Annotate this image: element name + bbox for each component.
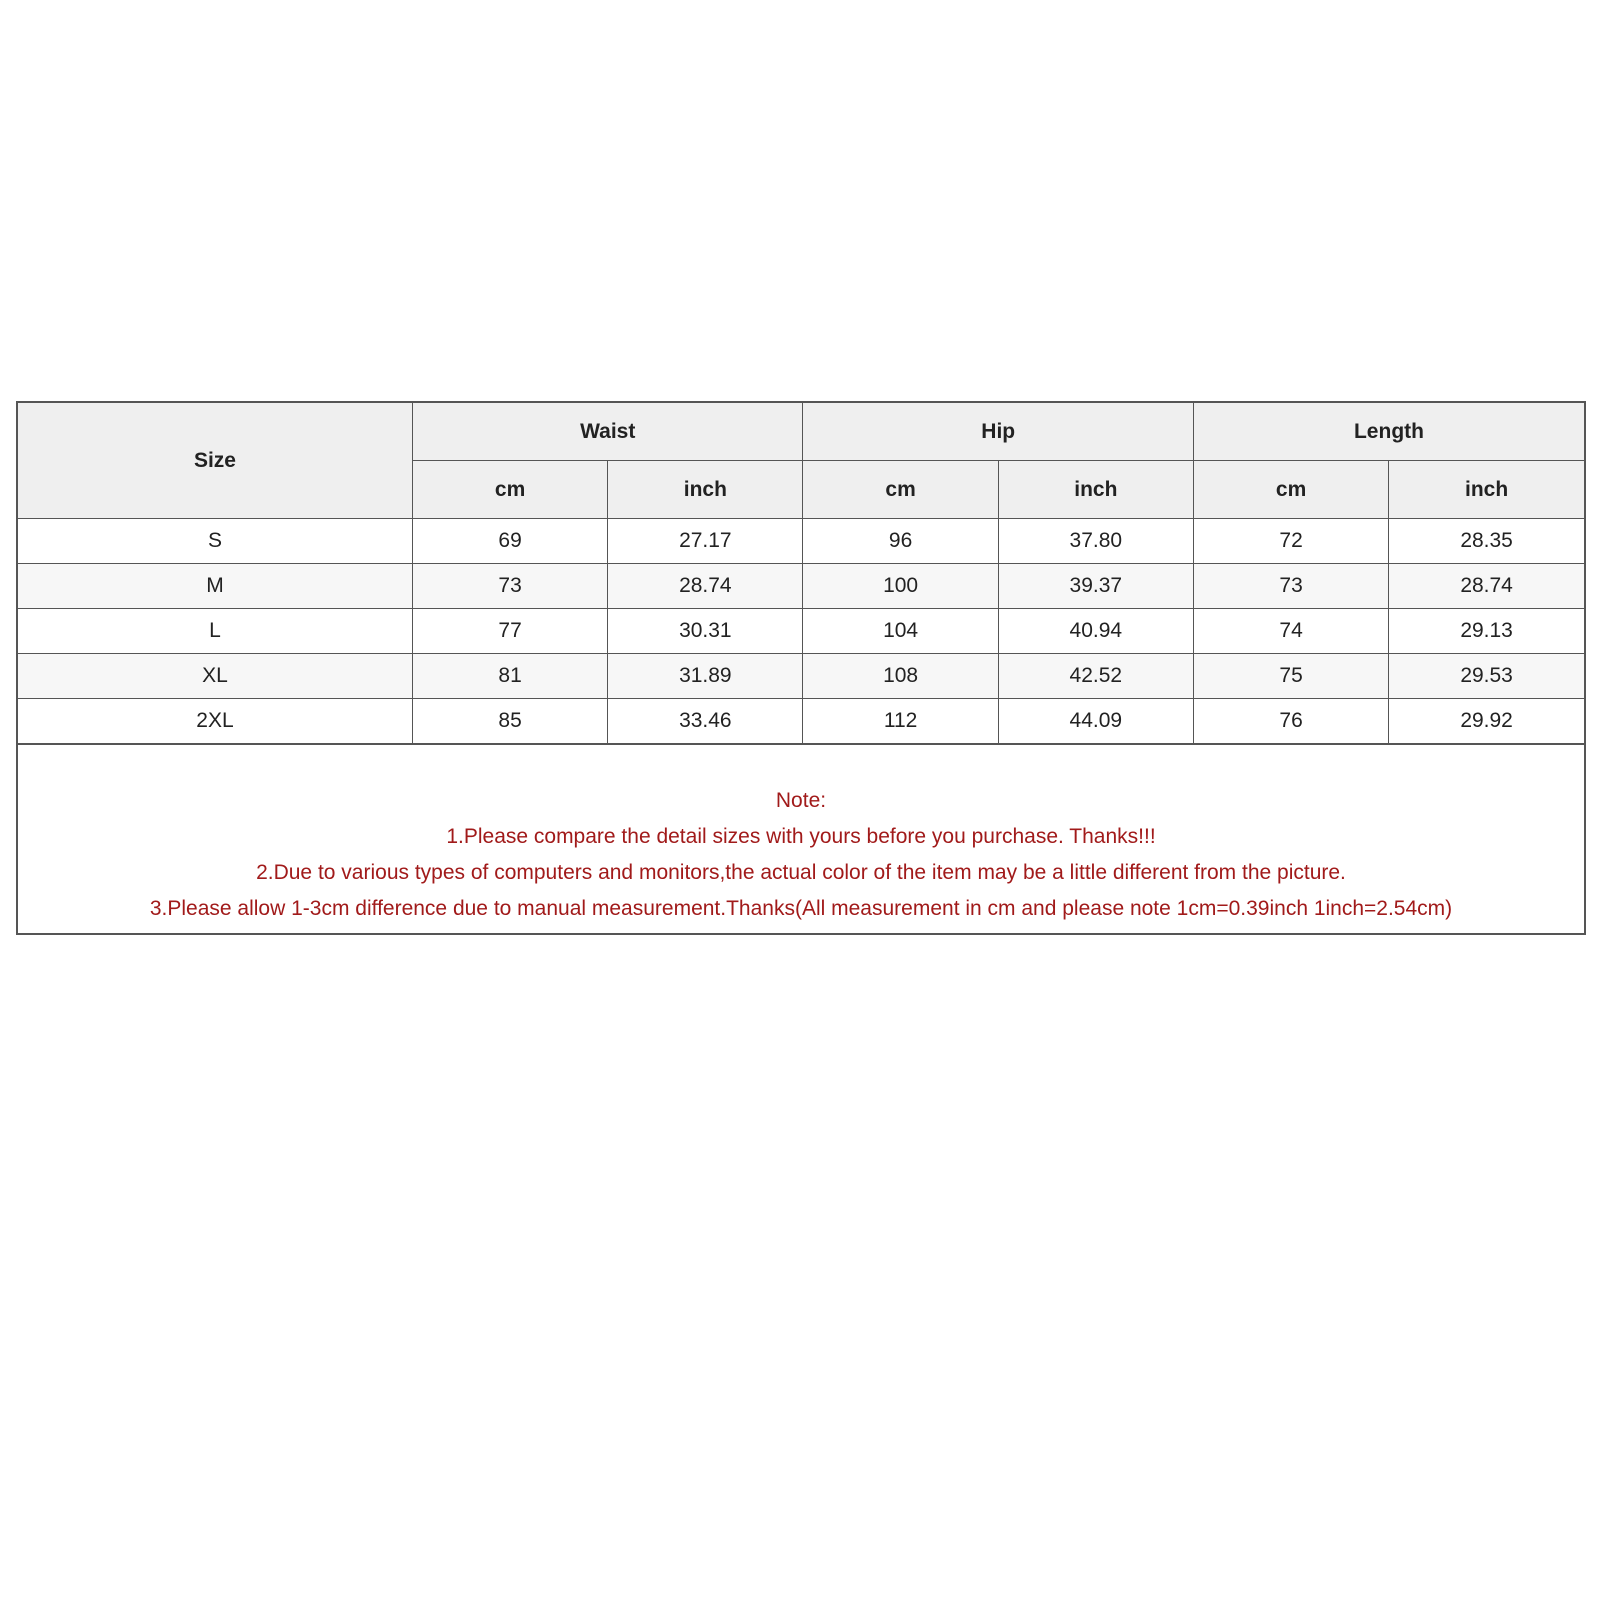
size-table (18, 403, 1584, 744)
hip-cm-cell: 104 (803, 609, 998, 654)
note-section (18, 744, 1584, 933)
table-row (18, 519, 1584, 564)
table-row (18, 564, 1584, 609)
length-cm-header: cm (1193, 461, 1388, 519)
size-cell: M (18, 564, 412, 609)
hip-inch-cell: 44.09 (998, 699, 1193, 744)
length-inch-header: inch (1389, 461, 1584, 519)
hip-cm-cell: 100 (803, 564, 998, 609)
length-cm-cell: 73 (1193, 564, 1388, 609)
length-inch-cell: 29.53 (1389, 654, 1584, 699)
hip-cm-cell: 108 (803, 654, 998, 699)
waist-inch-cell: 28.74 (608, 564, 803, 609)
table-header-row (18, 403, 1584, 461)
hip-inch-header: inch (998, 461, 1193, 519)
note-line-2: 2.Due to various types of computers and monitors,the actual color of the item may be a little different from the picture. (256, 861, 1346, 884)
length-inch-cell: 29.92 (1389, 699, 1584, 744)
table-row (18, 654, 1584, 699)
length-group-header: Length (1193, 403, 1584, 461)
table-row (18, 609, 1584, 654)
waist-cm-cell: 73 (412, 564, 607, 609)
waist-cm-header: cm (412, 461, 607, 519)
hip-cm-cell: 112 (803, 699, 998, 744)
waist-cm-cell: 69 (412, 519, 607, 564)
table-row (18, 699, 1584, 744)
length-inch-cell: 28.35 (1389, 519, 1584, 564)
size-chart (16, 401, 1586, 935)
waist-cm-cell: 77 (412, 609, 607, 654)
size-cell: XL (18, 654, 412, 699)
length-cm-cell: 72 (1193, 519, 1388, 564)
length-cm-cell: 74 (1193, 609, 1388, 654)
hip-cm-cell: 96 (803, 519, 998, 564)
length-cm-cell: 76 (1193, 699, 1388, 744)
waist-inch-cell: 30.31 (608, 609, 803, 654)
note-line-1: 1.Please compare the detail sizes with yours before you purchase. Thanks!!! (446, 825, 1156, 848)
length-cm-cell: 75 (1193, 654, 1388, 699)
waist-inch-cell: 27.17 (608, 519, 803, 564)
waist-inch-cell: 31.89 (608, 654, 803, 699)
hip-group-header: Hip (803, 403, 1193, 461)
hip-inch-cell: 40.94 (998, 609, 1193, 654)
length-inch-cell: 28.74 (1389, 564, 1584, 609)
length-inch-cell: 29.13 (1389, 609, 1584, 654)
waist-group-header: Waist (412, 403, 802, 461)
waist-cm-cell: 85 (412, 699, 607, 744)
waist-inch-header: inch (608, 461, 803, 519)
size-cell: L (18, 609, 412, 654)
hip-cm-header: cm (803, 461, 998, 519)
waist-inch-cell: 33.46 (608, 699, 803, 744)
note-line-3: 3.Please allow 1-3cm difference due to manual measurement.Thanks(All measurement in cm and please note 1cm=0.39inch 1inch=2.54cm) (149, 897, 1453, 920)
size-cell: 2XL (18, 699, 412, 744)
hip-inch-cell: 42.52 (998, 654, 1193, 699)
size-column-header: Size (18, 403, 412, 519)
hip-inch-cell: 39.37 (998, 564, 1193, 609)
note-title: Note: (775, 789, 827, 812)
waist-cm-cell: 81 (412, 654, 607, 699)
size-cell: S (18, 519, 412, 564)
hip-inch-cell: 37.80 (998, 519, 1193, 564)
